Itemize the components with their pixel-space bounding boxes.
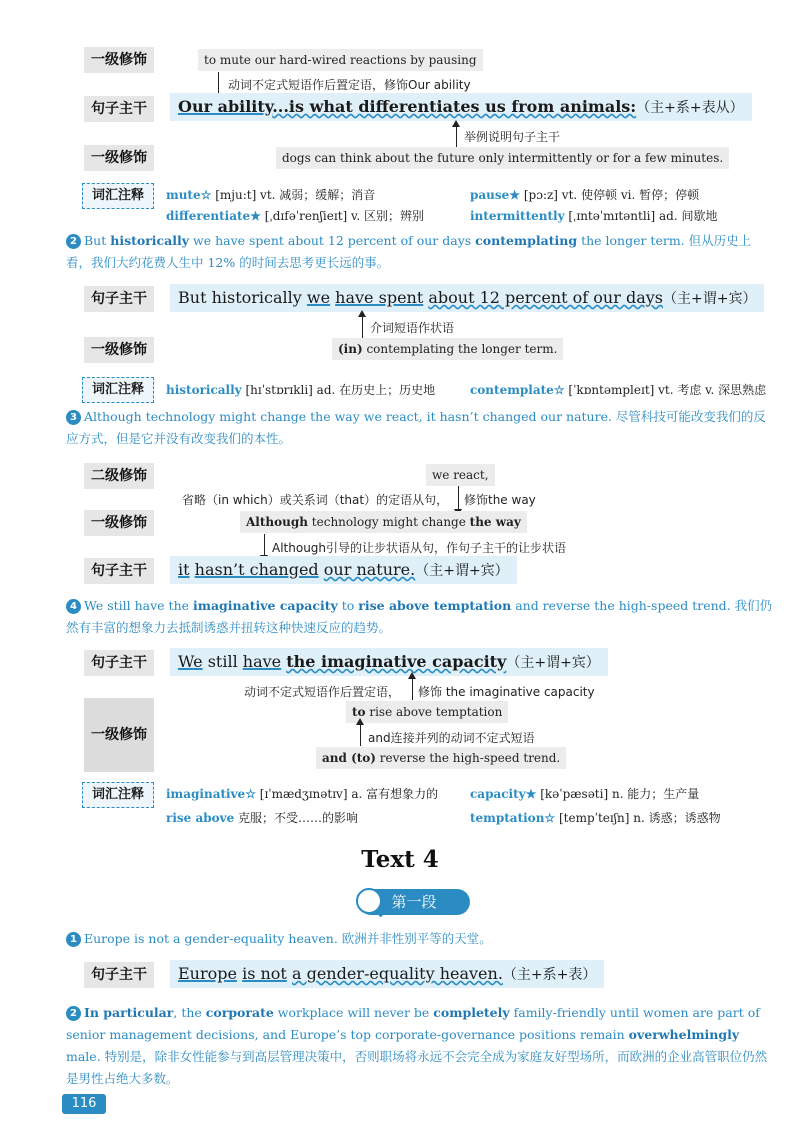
vocab-label: 词汇注释 xyxy=(82,782,154,808)
vocab-label: 词汇注释 xyxy=(82,183,154,209)
arrow-down xyxy=(458,486,459,510)
label-first-level-modifier: 一级修饰 xyxy=(84,510,154,536)
phrase-modifier-top: to mute our hard-wired reactions by pausing xyxy=(198,49,483,71)
arrow-down xyxy=(218,72,219,94)
phrase-modifier-mid: Although technology might change the way xyxy=(240,511,527,533)
page-number: 116 xyxy=(62,1094,106,1114)
paragraph-4: 4 We still have the imaginative capacity to rise above temptation and reverse the high-speed trend. 我们仍然有丰富的想象力去抵制诱惑并扭转这种快速反应的趋势。 xyxy=(66,598,773,635)
note-modifier-bottom: 举例说明句子主干 xyxy=(464,130,561,144)
vocab-item: capacity★ [kəˈpæsəti] n. 能力；生产量 xyxy=(470,787,700,801)
vocab-label: 词汇注释 xyxy=(82,377,154,403)
arrow-up xyxy=(362,316,363,338)
label-first-level-modifier-2: 一级修饰 xyxy=(84,145,154,171)
note: 介词短语作状语 xyxy=(370,321,455,335)
label-first-level-modifier: 一级修饰 xyxy=(84,47,154,73)
vocab-item: differentiate★ [ˌdɪfəˈrenʃieɪt] v. 区别；辨别 xyxy=(166,209,424,223)
search-icon xyxy=(356,888,382,914)
main-clause-4: We still have the imaginative capacity（主+谓+宾） xyxy=(170,648,608,676)
vocab-item: intermittently [ˌɪntəˈmɪtəntli] ad. 间歇地 xyxy=(470,209,718,223)
note-modifier-top: 动词不定式短语作后置定语，修饰Our ability xyxy=(228,78,471,92)
note-top-left: 省略（in which）或关系词（that）的定语从句， xyxy=(182,493,449,507)
paragraph-5: 1 Europe is not a gender-equality heaven. 欧洲并非性别平等的天堂。 xyxy=(66,928,776,950)
note-1-right: 修饰 the imaginative capacity xyxy=(418,685,595,699)
paragraph-2: 2 But historically we have spent about 12 percent of our days contemplating the longer term. 但从历史上看，我们大约花费人生中 12% 的时间去思考更长远的事。 xyxy=(66,233,752,270)
label-second-level-modifier: 二级修饰 xyxy=(84,463,154,489)
phrase-modifier: (in) contemplating the longer term. xyxy=(332,338,563,360)
main-clause-5: Europe is not a gender-equality heaven.（主+系+表） xyxy=(170,960,604,988)
label-sentence-trunk: 句子主干 xyxy=(84,650,154,676)
structure-tag: （主+系+表从） xyxy=(636,100,744,116)
label-sentence-trunk: 句子主干 xyxy=(84,962,154,988)
main-clause-3: it hasn’t changed our nature.（主+谓+宾） xyxy=(170,556,517,584)
label-sentence-trunk: 句子主干 xyxy=(84,96,154,122)
paragraph-number: 2 xyxy=(66,234,81,249)
note-1-left: 动词不定式短语作后置定语， xyxy=(244,685,401,699)
phrase-modifier-2: and (to) reverse the high-speed trend. xyxy=(316,747,566,769)
vocab-item: historically [hɪˈstɒrɪkli] ad. 在历史上；历史地 xyxy=(166,383,436,397)
label-first-level-modifier: 一级修饰 xyxy=(84,337,154,363)
label-sentence-trunk: 句子主干 xyxy=(84,558,154,584)
label-sentence-trunk: 句子主干 xyxy=(84,286,154,312)
vocab-item: contemplate☆ [ˈkɒntəmpleɪt] vt. 考虑 v. 深思熟虑 xyxy=(470,383,767,397)
paragraph-pill: 第一段 xyxy=(358,889,470,915)
paragraph-6: 2 In particular, the corporate workplace will never be completely family-friendly until women are part of senior management decisions, and Europe’s top corporate-governance positions remain overwhelmingly male. 特别是，除非女性能参与到高层管理决策中，否则职场将永远不会完全成为家庭友好型场所，而欧洲的企业高管职位仍然是男性占绝大多数。 xyxy=(66,1005,768,1086)
label-first-level-modifier: 一级修饰 xyxy=(84,698,154,772)
arrow-up xyxy=(412,678,413,700)
main-clause-2: But historically we have spent about 12 percent of our days（主+谓+宾） xyxy=(170,284,764,312)
subject: Our ability xyxy=(178,97,273,116)
predicate: ...is what differentiates us from animals: xyxy=(272,97,637,116)
vocab-item: rise above 克服；不受……的影响 xyxy=(166,811,359,825)
paragraph-3: 3 Although technology might change the way we react, it hasn’t changed our nature. 尽管科技可能改变我们的反应方式，但是它并没有改变我们的本性。 xyxy=(66,409,766,446)
phrase-modifier-bottom: dogs can think about the future only intermittently or for a few minutes. xyxy=(276,147,729,169)
note-top-right: 修饰the way xyxy=(464,493,536,507)
main-clause-1 xyxy=(170,93,752,121)
phrase-modifier-1: to rise above temptation xyxy=(346,701,508,723)
note-2: and连接并列的动词不定式短语 xyxy=(368,731,535,745)
phrase-modifier-top: we react, xyxy=(426,464,495,486)
vocab-item: imaginative☆ [ɪˈmædʒɪnətɪv] a. 富有想象力的 xyxy=(166,787,439,801)
vocab-item: mute☆ [mju:t] vt. 减弱；缓解；消音 xyxy=(166,188,376,202)
vocab-item: temptation☆ [tempˈteɪʃn] n. 诱惑；诱惑物 xyxy=(470,811,721,825)
note-mid: Although引导的让步状语从句，作句子主干的让步状语 xyxy=(272,541,567,555)
arrow-down xyxy=(264,534,265,556)
section-title: Text 4 xyxy=(361,846,439,873)
arrow-up xyxy=(360,724,361,746)
vocab-item: pause★ [pɔ:z] vt. 使停顿 vi. 暂停；停顿 xyxy=(470,188,700,202)
